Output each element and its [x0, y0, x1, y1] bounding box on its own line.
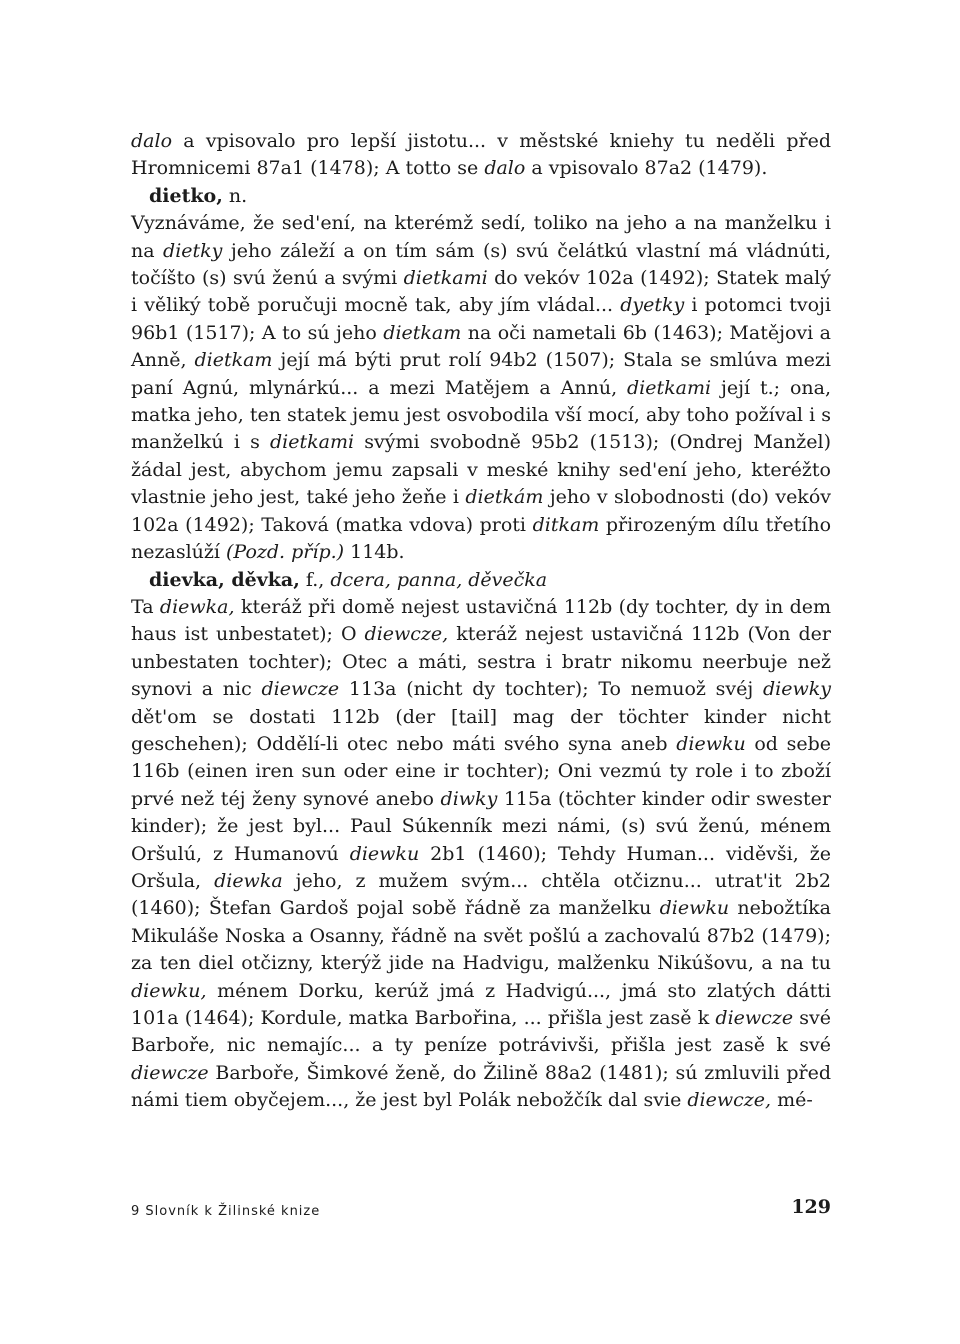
italic-term: dietkami — [270, 431, 355, 454]
text-run: dět'om se dostati 112b (der [tail] mag der töchter kinder nicht geschehen); Oddělí-li otec nebo máti svého syna aneb — [131, 705, 831, 755]
text-run: její má býti prut rolí 94b2 (1507); Stala se smlúva mezi paní Agnú, mlynárkú... a mezi Matějem a Annú, — [131, 349, 831, 399]
entry-text — [131, 128, 831, 183]
headword-term: dievka, děvka, — [149, 568, 300, 591]
text-run: i potomci tvoji 96b1 (1517); A to sú jeho — [131, 294, 831, 344]
text-run: Barboře, Šimkové ženě, do Žilině 88a2 (1481); sú zmluvili před námi tiem obyčejem..., že jest byl Polák nebožčík dal svie — [131, 1061, 831, 1112]
italic-term: diewcze, — [687, 1089, 772, 1112]
text-run: jeho záleží a on tím sám (s) svú čelátkú vlastní má vládnúti, točíšto (s) svú ženú a svými — [131, 239, 831, 290]
italic-term: dalo — [484, 157, 526, 180]
italic-term: diewku — [659, 897, 730, 920]
italic-term: dietky — [163, 239, 223, 262]
page-footer — [131, 1196, 831, 1226]
text-run: n. — [222, 184, 248, 207]
page-number: 129 — [791, 1196, 831, 1218]
italic-term: dietkam — [383, 321, 462, 344]
text-run: nebožtíka Mikuláše Noska a Osanny, řádně na svět pošlú a zachovalú 87b2 (1479); za ten diel otčizny, kterýž jide na Hadvigu, malženku Nikúšovu, a na tu — [131, 897, 831, 975]
italic-term: (Pozd. příp.) — [226, 541, 345, 564]
italic-term: dcera, panna, děvečka — [330, 568, 548, 591]
text-run: 114b. — [344, 541, 405, 564]
text-run: jeho v slobodnosti (do) vekóv 102a (1492); Taková (matka vdova) proti — [131, 486, 831, 536]
italic-term: dyetky — [620, 294, 685, 317]
italic-term: diewcze, — [364, 623, 449, 646]
text-run: Vyznáváme, že sed'ení, na kterémž sedí, toliko na jeho a na manželku i na — [131, 212, 831, 262]
italic-term: ditkam — [532, 513, 600, 536]
italic-term: diewcze — [131, 1061, 209, 1084]
text-run: f., — [299, 568, 331, 591]
italic-term: diwky — [440, 787, 498, 810]
italic-term: diewky — [763, 678, 832, 701]
italic-term: dalo — [131, 130, 173, 152]
italic-term: diewku — [676, 732, 746, 755]
text-run: Ta — [131, 595, 160, 618]
text-run: přirozeným dílu třetího nezaslúží — [131, 513, 832, 564]
text-run: 115a (töchter kinder odir swester kinder); že jest byl... Paul Súkenník mezi námi, (s) svú ženú, ménem Oršulú, z Humanovú — [131, 787, 831, 865]
italic-term: diewku, — [131, 979, 207, 1002]
text-run: mé- — [771, 1089, 813, 1112]
headword-term: dietko, — [149, 184, 223, 207]
text-run: svými svobodně 95b2 (1513); (Ondrej Manžel) žádal jest, abychom jemu zapsali v meské knihy sed'ení jeho, kteréžto vlastnie jeho jest, také jeho žeňe i — [131, 431, 831, 509]
italic-term: dietkam — [194, 349, 273, 372]
text-run: ménem Dorku, kerúž jmá z Hadvigú..., jmá sto zlatých dátti 101a (1464); Kordule, matka Barbořina, ... přišla jest zasě k — [131, 979, 831, 1029]
italic-term: dietkami — [627, 376, 712, 399]
footer-signature: 9 Slovník k Žilinské knize — [131, 1204, 321, 1219]
entry-text — [131, 210, 831, 566]
italic-term: diewcze — [261, 678, 340, 701]
text-run: kteráž nejest ustavičná 112b (Von der unbestaten tochter); Otec a máti, sestra i bratr nikomu neerbuje než synovi a nic — [131, 623, 831, 701]
entry-headword — [131, 567, 831, 594]
italic-term: diewcze — [715, 1007, 794, 1029]
dictionary-text — [131, 128, 831, 1115]
entry-text — [131, 594, 831, 1115]
italic-term: diewka, — [159, 595, 235, 618]
text-run: od sebe 116b (einen iren sun oder eine ir tochter); Oni vezmú ty role i to zboží prvé než téj ženy synové anebo — [131, 732, 831, 810]
italic-term: diewka — [214, 869, 283, 892]
italic-term: diewku — [349, 842, 420, 865]
text-run: 2b1 (1460); Tehdy Human... viděvši, že Oršula, — [131, 842, 831, 892]
text-run: kteráž při domě nejest ustavičná 112b (dy tochter, dy in dem haus ist unbestatet); O — [131, 595, 831, 646]
text-run: své Barboře, nic nemajíc... a ty peníze potrávivši, přišla jest zasě k své — [131, 1007, 831, 1057]
entry-headword — [131, 183, 831, 210]
italic-term: dietkám — [465, 486, 544, 509]
text-run: jeho, z mužem svým... chtěla otčiznu... utrat'it 2b2 (1460); Štefan Gardoš pojal sobě řádně za manželku — [131, 869, 831, 920]
text-run: do vekóv 102a (1492); Statek malý i věliký tobě poručuji mocně tak, aby jím vládal... — [131, 267, 831, 317]
text-run: a vpisovalo pro lepší jistotu... v městské kniehy tu neděli před Hromnicemi 87a1 (1478); A totto se — [131, 130, 831, 180]
text-run: její t.; ona, matka jeho, ten statek jemu jest osvobodila vší mocí, aby toho požíval i s manželkú i s — [131, 376, 831, 454]
italic-term: dietkami — [403, 267, 488, 290]
text-run: a vpisovalo 87a2 (1479). — [525, 157, 768, 180]
text-run: 113a (nicht dy tochter); To nemuož svéj — [339, 678, 764, 701]
text-run: na oči nametali 6b (1463); Matějovi a Anně, — [131, 321, 832, 372]
page-body — [131, 128, 831, 1115]
